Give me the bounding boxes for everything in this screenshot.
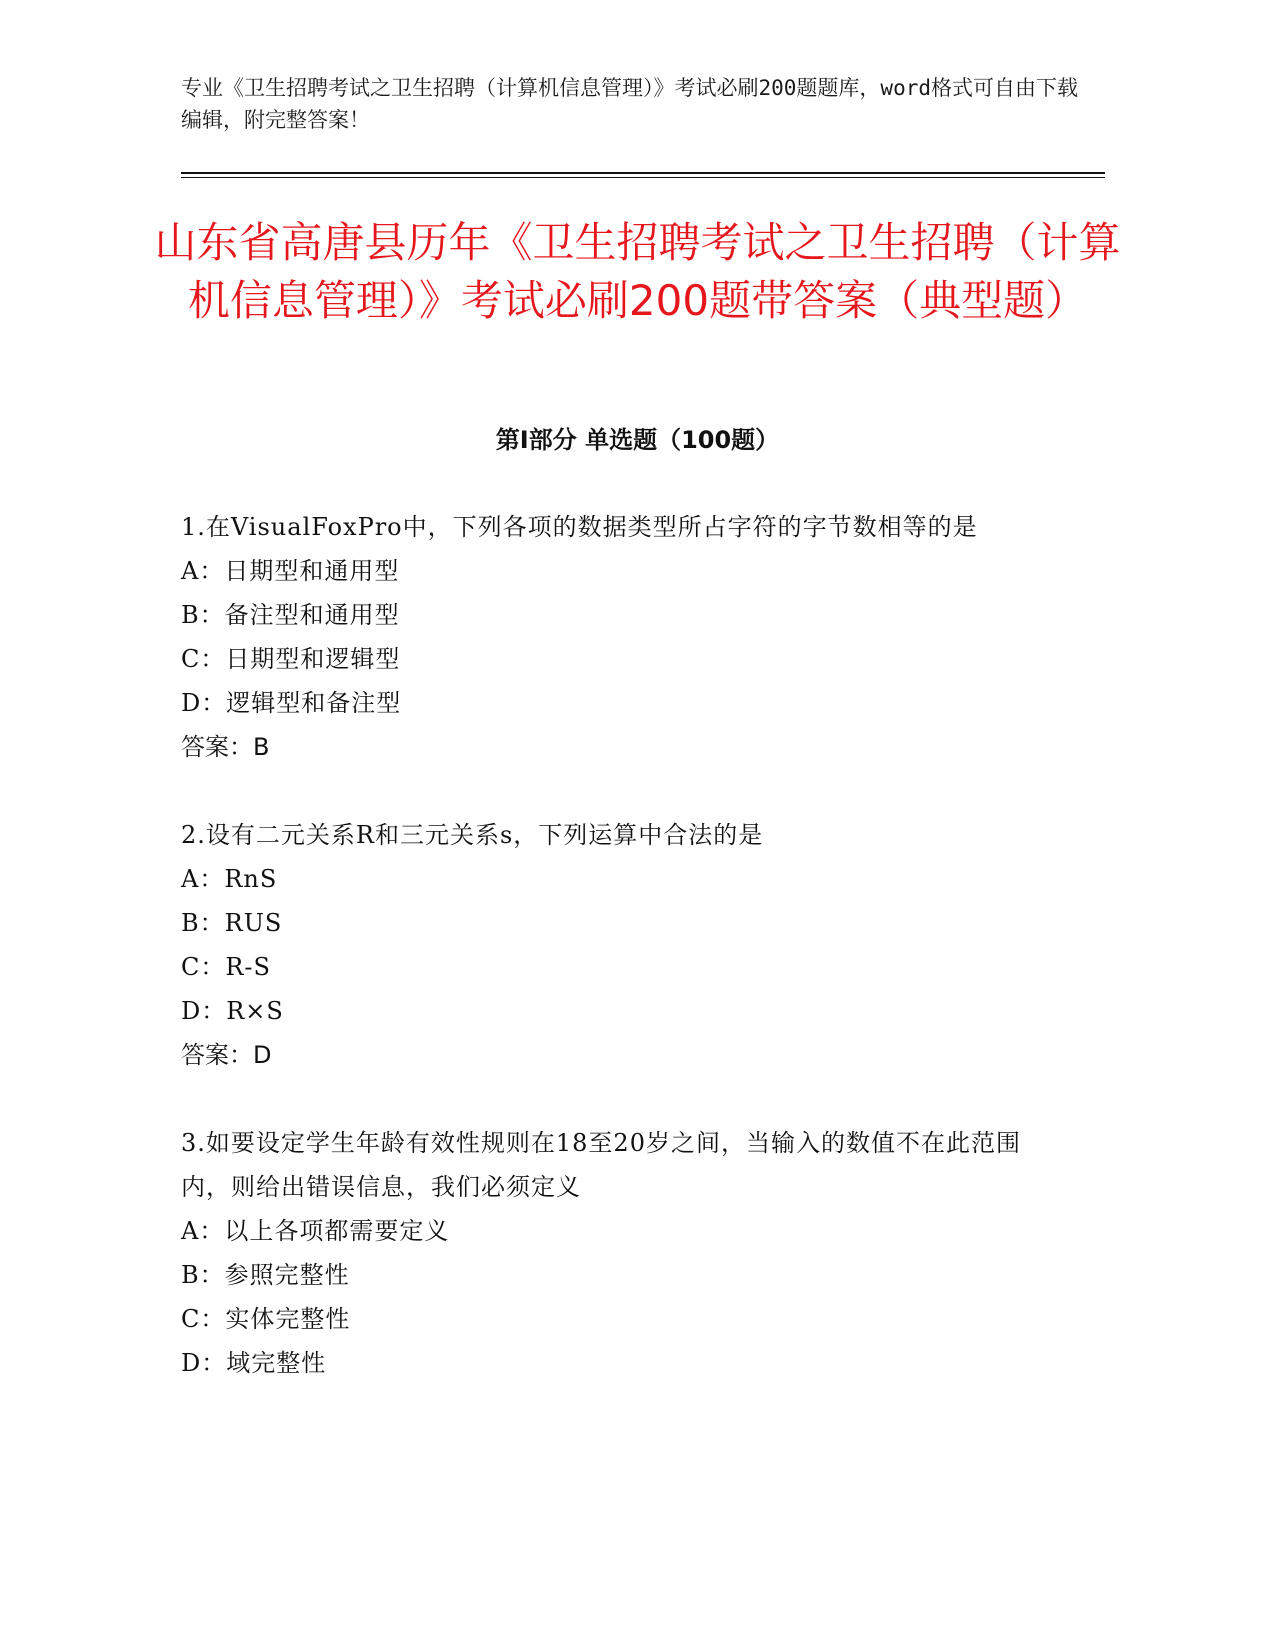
question-stem: 1.在VisualFoxPro中，下列各项的数据类型所占字符的字节数相等的是 (181, 513, 978, 541)
question-2 (181, 813, 1041, 1077)
option-a: A：日期型和通用型 (181, 557, 400, 585)
option-d: D：逻辑型和备注型 (181, 689, 402, 717)
answer-text: 答案：B (181, 733, 270, 761)
question-1 (181, 505, 1041, 769)
option-b: B：参照完整性 (181, 1261, 350, 1289)
option-d: D：域完整性 (181, 1349, 327, 1377)
header-rule-thick (181, 172, 1105, 174)
option-b: B：RUS (181, 909, 283, 937)
option-d: D：R×S (181, 997, 284, 1025)
header-rule-thin (181, 177, 1105, 178)
answer-text: 答案：D (181, 1041, 272, 1069)
question-stem: 3.如要设定学生年龄有效性规则在18至20岁之间，当输入的数值不在此范围内，则给出错误信息，我们必须定义 (181, 1129, 1021, 1201)
section-title: 第Ⅰ部分 单选题（100题） (495, 426, 780, 454)
option-c: C：实体完整性 (181, 1305, 351, 1333)
option-c: C：日期型和逻辑型 (181, 645, 401, 673)
option-a: A：以上各项都需要定义 (181, 1217, 450, 1245)
intro-text: 专业《卫生招聘考试之卫生招聘（计算机信息管理）》考试必刷200题题库，word格式可自由下载编辑，附完整答案！ (181, 76, 1078, 132)
option-a: A：RnS (181, 865, 278, 893)
question-stem: 2.设有二元关系R和三元关系s，下列运算中合法的是 (181, 821, 764, 849)
document-title: 山东省高唐县历年《卫生招聘考试之卫生招聘（计算机信息管理）》考试必刷200题带答案（典型题） (154, 218, 1121, 325)
question-list (181, 505, 1041, 1429)
option-c: C：R-S (181, 953, 271, 981)
option-b: B：备注型和通用型 (181, 601, 400, 629)
question-3 (181, 1121, 1041, 1385)
